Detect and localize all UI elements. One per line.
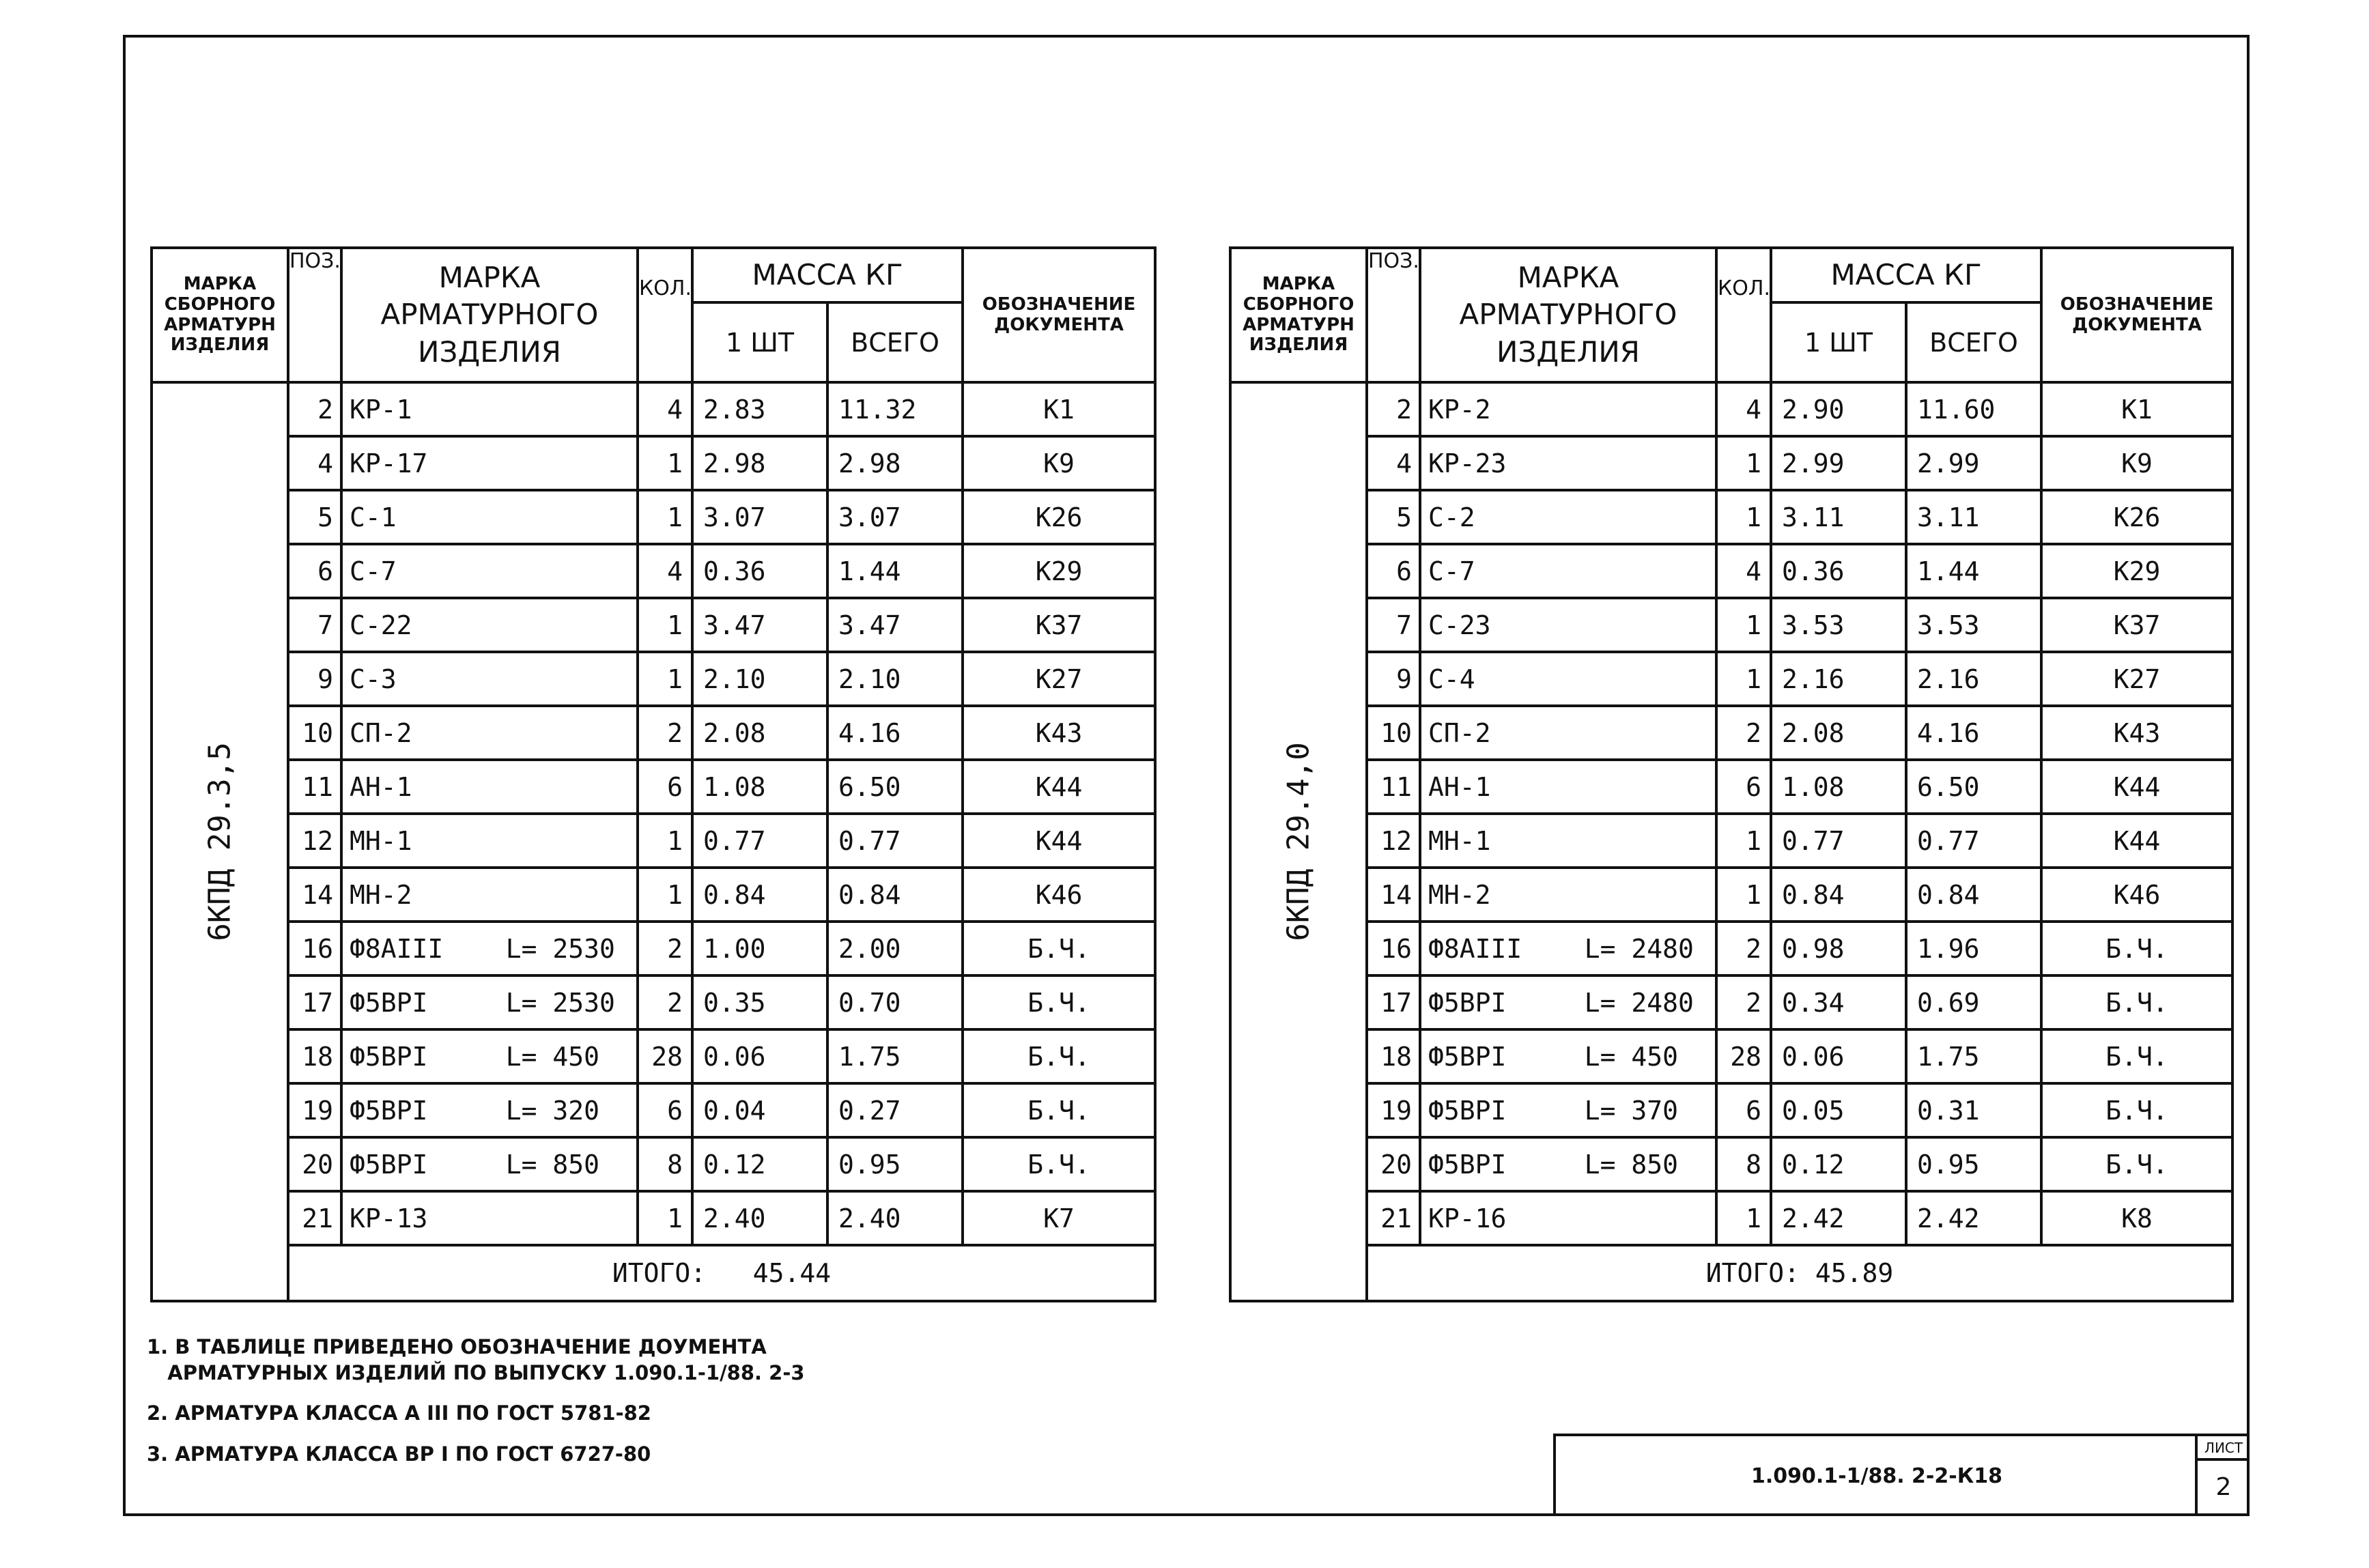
position-cell: 10 (288, 706, 341, 760)
position-cell: 7 (1367, 598, 1420, 652)
mass-total-cell: 0.84 (1906, 868, 2041, 922)
table-row (1230, 490, 2232, 544)
mass-per-piece-cell: 0.77 (692, 814, 827, 868)
mass-total-cell: 1.75 (827, 1029, 963, 1083)
document-ref-cell: К46 (963, 868, 1155, 922)
quantity-cell: 1 (1716, 598, 1771, 652)
document-ref-cell: Б.Ч. (963, 1083, 1155, 1137)
document-ref-cell: К46 (2041, 868, 2232, 922)
note-2: 2. АРМАТУРА КЛАССА А III ПО ГОСТ 5781-82 (147, 1401, 651, 1425)
table-row (152, 490, 1155, 544)
header-position: ПОЗ. (1367, 248, 1420, 382)
position-cell: 12 (288, 814, 341, 868)
table-row (152, 544, 1155, 598)
quantity-cell: 2 (1716, 706, 1771, 760)
document-ref-cell: К44 (963, 814, 1155, 868)
reinforcement-mark-cell: Ф5ВРI L= 2530 (341, 975, 638, 1029)
reinforcement-mark-cell: Ф5ВРI L= 320 (341, 1083, 638, 1137)
reinforcement-mark-cell: КР-13 (341, 1191, 638, 1245)
header-quantity: КОЛ. (1716, 248, 1771, 382)
mass-per-piece-cell: 0.84 (1771, 868, 1906, 922)
table-row (1230, 975, 2232, 1029)
mass-total-cell: 1.44 (827, 544, 963, 598)
mass-per-piece-cell: 0.06 (1771, 1029, 1906, 1083)
mass-per-piece-cell: 1.08 (1771, 760, 1906, 814)
table-row (1230, 868, 2232, 922)
table-row (152, 436, 1155, 490)
mass-per-piece-cell: 3.11 (1771, 490, 1906, 544)
reinforcement-mark-cell: МН-1 (341, 814, 638, 868)
document-ref-cell: Б.Ч. (963, 922, 1155, 975)
specification-table-left (150, 246, 1157, 1302)
document-ref-cell: К43 (963, 706, 1155, 760)
document-ref-cell: К7 (963, 1191, 1155, 1245)
mass-per-piece-cell: 3.53 (1771, 598, 1906, 652)
header-mass: МАССА КГ (692, 248, 963, 302)
position-cell: 14 (1367, 868, 1420, 922)
mass-per-piece-cell: 0.98 (1771, 922, 1906, 975)
mass-total-cell: 2.16 (1906, 652, 2041, 706)
position-cell: 20 (288, 1137, 341, 1191)
mass-total-cell: 0.77 (1906, 814, 2041, 868)
document-ref-cell: К26 (2041, 490, 2232, 544)
position-cell: 2 (288, 382, 341, 436)
position-cell: 2 (1367, 382, 1420, 436)
document-ref-cell: Б.Ч. (2041, 1029, 2232, 1083)
mass-total-cell: 1.44 (1906, 544, 2041, 598)
table-row (1230, 436, 2232, 490)
mass-per-piece-cell: 0.36 (692, 544, 827, 598)
reinforcement-mark-cell: Ф8АIII L= 2530 (341, 922, 638, 975)
document-ref-cell: К29 (963, 544, 1155, 598)
mass-per-piece-cell: 0.84 (692, 868, 827, 922)
reinforcement-mark-cell: СП-2 (1420, 706, 1716, 760)
quantity-cell: 6 (638, 1083, 692, 1137)
reinforcement-mark-cell: С-3 (341, 652, 638, 706)
document-ref-cell: К29 (2041, 544, 2232, 598)
table-row (152, 1083, 1155, 1137)
table-row (152, 706, 1155, 760)
mass-total-cell: 11.60 (1906, 382, 2041, 436)
mass-per-piece-cell: 2.08 (692, 706, 827, 760)
mass-total-cell: 0.95 (1906, 1137, 2041, 1191)
mass-total-cell: 3.47 (827, 598, 963, 652)
table-row (152, 598, 1155, 652)
mass-per-piece-cell: 1.00 (692, 922, 827, 975)
document-code: 1.090.1-1/88. 2-2-К18 (1751, 1464, 2002, 1488)
mass-per-piece-cell: 3.47 (692, 598, 827, 652)
note-3: 3. АРМАТУРА КЛАССА ВР I ПО ГОСТ 6727-80 (147, 1442, 651, 1466)
mass-total-cell: 2.10 (827, 652, 963, 706)
quantity-cell: 28 (638, 1029, 692, 1083)
quantity-cell: 6 (1716, 1083, 1771, 1137)
table-row (152, 382, 1155, 436)
reinforcement-mark-cell: Ф8АIII L= 2480 (1420, 922, 1716, 975)
mass-total-cell: 2.99 (1906, 436, 2041, 490)
reinforcement-mark-cell: Ф5ВРI L= 850 (1420, 1137, 1716, 1191)
table-row (1230, 814, 2232, 868)
reinforcement-mark-cell: КР-2 (1420, 382, 1716, 436)
position-cell: 16 (288, 922, 341, 975)
specification-table-right (1229, 246, 2234, 1302)
header-mass: МАССА КГ (1771, 248, 2041, 302)
total-mass: ИТОГО: 45.89 (1367, 1245, 2232, 1301)
mass-total-cell: 4.16 (1906, 706, 2041, 760)
total-mass: ИТОГО: 45.44 (288, 1245, 1155, 1301)
quantity-cell: 4 (1716, 544, 1771, 598)
table-row (152, 868, 1155, 922)
header-mass-per-piece: 1 ШТ (1771, 302, 1906, 382)
quantity-cell: 1 (638, 490, 692, 544)
table-row (1230, 652, 2232, 706)
mass-per-piece-cell: 0.36 (1771, 544, 1906, 598)
mass-per-piece-cell: 0.04 (692, 1083, 827, 1137)
mass-total-cell: 0.84 (827, 868, 963, 922)
position-cell: 5 (1367, 490, 1420, 544)
mass-total-cell: 0.31 (1906, 1083, 2041, 1137)
document-ref-cell: К37 (963, 598, 1155, 652)
sheet-box (2195, 1436, 2250, 1516)
mass-total-cell: 2.42 (1906, 1191, 2041, 1245)
quantity-cell: 1 (1716, 652, 1771, 706)
reinforcement-mark-cell: С-23 (1420, 598, 1716, 652)
header-position: ПОЗ. (288, 248, 341, 382)
position-cell: 7 (288, 598, 341, 652)
mass-per-piece-cell: 0.35 (692, 975, 827, 1029)
table-row (152, 760, 1155, 814)
position-cell: 16 (1367, 922, 1420, 975)
mass-per-piece-cell: 2.10 (692, 652, 827, 706)
mass-per-piece-cell: 2.08 (1771, 706, 1906, 760)
reinforcement-mark-cell: СП-2 (341, 706, 638, 760)
mass-per-piece-cell: 2.16 (1771, 652, 1906, 706)
header-assembly-brand: МАРКА СБОРНОГО АРМАТУРН ИЗДЕЛИЯ (1230, 248, 1367, 382)
quantity-cell: 1 (638, 652, 692, 706)
table-row (1230, 1029, 2232, 1083)
quantity-cell: 28 (1716, 1029, 1771, 1083)
total-row (1230, 1245, 2232, 1301)
mass-total-cell: 1.96 (1906, 922, 2041, 975)
table-row (1230, 1137, 2232, 1191)
quantity-cell: 8 (1716, 1137, 1771, 1191)
reinforcement-mark-cell: С-1 (341, 490, 638, 544)
mass-per-piece-cell: 2.99 (1771, 436, 1906, 490)
mass-total-cell: 3.53 (1906, 598, 2041, 652)
reinforcement-mark-cell: КР-16 (1420, 1191, 1716, 1245)
position-cell: 19 (288, 1083, 341, 1137)
reinforcement-mark-cell: МН-2 (341, 868, 638, 922)
position-cell: 17 (1367, 975, 1420, 1029)
position-cell: 17 (288, 975, 341, 1029)
reinforcement-mark-cell: Ф5ВРI L= 370 (1420, 1083, 1716, 1137)
reinforcement-mark-cell: С-7 (1420, 544, 1716, 598)
document-ref-cell: К44 (2041, 814, 2232, 868)
table-row (1230, 1083, 2232, 1137)
assembly-brand-cell (1230, 382, 1367, 1301)
sheet-label: ЛИСТ (2198, 1436, 2250, 1461)
quantity-cell: 1 (1716, 436, 1771, 490)
table-row (1230, 382, 2232, 436)
mass-total-cell: 0.95 (827, 1137, 963, 1191)
document-ref-cell: Б.Ч. (963, 1137, 1155, 1191)
mass-per-piece-cell: 0.34 (1771, 975, 1906, 1029)
quantity-cell: 1 (1716, 490, 1771, 544)
mass-per-piece-cell: 0.06 (692, 1029, 827, 1083)
header-reinforcement-brand: МАРКА АРМАТУРНОГО ИЗДЕЛИЯ (341, 248, 638, 382)
mass-per-piece-cell: 2.90 (1771, 382, 1906, 436)
table-row (1230, 544, 2232, 598)
quantity-cell: 2 (638, 922, 692, 975)
document-ref-cell: Б.Ч. (2041, 975, 2232, 1029)
mass-per-piece-cell: 2.83 (692, 382, 827, 436)
quantity-cell: 1 (638, 868, 692, 922)
document-ref-cell: К9 (2041, 436, 2232, 490)
mass-per-piece-cell: 3.07 (692, 490, 827, 544)
position-cell: 4 (288, 436, 341, 490)
document-ref-cell: К1 (963, 382, 1155, 436)
position-cell: 21 (288, 1191, 341, 1245)
mass-total-cell: 4.16 (827, 706, 963, 760)
quantity-cell: 2 (638, 706, 692, 760)
quantity-cell: 2 (1716, 975, 1771, 1029)
reinforcement-mark-cell: С-7 (341, 544, 638, 598)
header-mass-per-piece: 1 ШТ (692, 302, 827, 382)
quantity-cell: 6 (638, 760, 692, 814)
reinforcement-mark-cell: АН-1 (341, 760, 638, 814)
table-row (1230, 598, 2232, 652)
reinforcement-mark-cell: Ф5ВРI L= 2480 (1420, 975, 1716, 1029)
position-cell: 19 (1367, 1083, 1420, 1137)
assembly-brand-cell (152, 382, 288, 1301)
position-cell: 9 (1367, 652, 1420, 706)
document-ref-cell: К1 (2041, 382, 2232, 436)
table-row (152, 1137, 1155, 1191)
position-cell: 4 (1367, 436, 1420, 490)
position-cell: 10 (1367, 706, 1420, 760)
reinforcement-mark-cell: С-2 (1420, 490, 1716, 544)
quantity-cell: 4 (1716, 382, 1771, 436)
table-row (1230, 922, 2232, 975)
notes-block (147, 1335, 805, 1483)
reinforcement-mark-cell: С-4 (1420, 652, 1716, 706)
mass-per-piece-cell: 1.08 (692, 760, 827, 814)
mass-total-cell: 0.27 (827, 1083, 963, 1137)
quantity-cell: 1 (638, 1191, 692, 1245)
quantity-cell: 2 (638, 975, 692, 1029)
mass-total-cell: 0.70 (827, 975, 963, 1029)
document-ref-cell: К27 (963, 652, 1155, 706)
mass-per-piece-cell: 0.77 (1771, 814, 1906, 868)
table-row (1230, 1191, 2232, 1245)
header-document: ОБОЗНАЧЕНИЕ ДОКУМЕНТА (963, 248, 1155, 382)
quantity-cell: 1 (638, 598, 692, 652)
position-cell: 20 (1367, 1137, 1420, 1191)
table-row (152, 1029, 1155, 1083)
table-row (152, 652, 1155, 706)
table-row (152, 975, 1155, 1029)
position-cell: 18 (288, 1029, 341, 1083)
mass-total-cell: 2.40 (827, 1191, 963, 1245)
quantity-cell: 1 (1716, 868, 1771, 922)
mass-total-cell: 0.77 (827, 814, 963, 868)
document-ref-cell: Б.Ч. (2041, 922, 2232, 975)
reinforcement-mark-cell: Ф5ВРI L= 850 (341, 1137, 638, 1191)
header-mass-total: ВСЕГО (827, 302, 963, 382)
document-ref-cell: К44 (2041, 760, 2232, 814)
mass-per-piece-cell: 2.98 (692, 436, 827, 490)
quantity-cell: 1 (638, 436, 692, 490)
mass-total-cell: 6.50 (1906, 760, 2041, 814)
mass-total-cell: 3.07 (827, 490, 963, 544)
reinforcement-mark-cell: Ф5ВРI L= 450 (1420, 1029, 1716, 1083)
document-ref-cell: К43 (2041, 706, 2232, 760)
mass-total-cell: 3.11 (1906, 490, 2041, 544)
mass-per-piece-cell: 0.05 (1771, 1083, 1906, 1137)
header-quantity: КОЛ. (638, 248, 692, 382)
mass-total-cell: 2.98 (827, 436, 963, 490)
table-row (152, 814, 1155, 868)
table-row (152, 922, 1155, 975)
table-row (152, 1191, 1155, 1245)
title-stamp (1553, 1434, 2250, 1516)
quantity-cell: 8 (638, 1137, 692, 1191)
reinforcement-mark-cell: МН-2 (1420, 868, 1716, 922)
position-cell: 11 (1367, 760, 1420, 814)
mass-per-piece-cell: 2.42 (1771, 1191, 1906, 1245)
quantity-cell: 6 (1716, 760, 1771, 814)
document-ref-cell: Б.Ч. (963, 975, 1155, 1029)
sheet-number: 2 (2215, 1473, 2232, 1501)
quantity-cell: 4 (638, 544, 692, 598)
mass-per-piece-cell: 2.40 (692, 1191, 827, 1245)
mass-total-cell: 11.32 (827, 382, 963, 436)
document-ref-cell: Б.Ч. (2041, 1137, 2232, 1191)
document-ref-cell: К44 (963, 760, 1155, 814)
position-cell: 11 (288, 760, 341, 814)
position-cell: 6 (1367, 544, 1420, 598)
assembly-brand-label: 6КПД 29.4,0 (1281, 742, 1316, 941)
document-ref-cell: К37 (2041, 598, 2232, 652)
reinforcement-mark-cell: С-22 (341, 598, 638, 652)
header-mass-total: ВСЕГО (1906, 302, 2041, 382)
mass-total-cell: 1.75 (1906, 1029, 2041, 1083)
reinforcement-mark-cell: АН-1 (1420, 760, 1716, 814)
header-reinforcement-brand: МАРКА АРМАТУРНОГО ИЗДЕЛИЯ (1420, 248, 1716, 382)
quantity-cell: 1 (1716, 814, 1771, 868)
position-cell: 6 (288, 544, 341, 598)
position-cell: 14 (288, 868, 341, 922)
total-row (152, 1245, 1155, 1301)
quantity-cell: 4 (638, 382, 692, 436)
quantity-cell: 2 (1716, 922, 1771, 975)
reinforcement-mark-cell: КР-17 (341, 436, 638, 490)
document-ref-cell: К8 (2041, 1191, 2232, 1245)
document-ref-cell: Б.Ч. (2041, 1083, 2232, 1137)
document-ref-cell: Б.Ч. (963, 1029, 1155, 1083)
header-document: ОБОЗНАЧЕНИЕ ДОКУМЕНТА (2041, 248, 2232, 382)
position-cell: 5 (288, 490, 341, 544)
quantity-cell: 1 (638, 814, 692, 868)
mass-total-cell: 2.00 (827, 922, 963, 975)
mass-per-piece-cell: 0.12 (692, 1137, 827, 1191)
reinforcement-mark-cell: МН-1 (1420, 814, 1716, 868)
reinforcement-mark-cell: Ф5ВРI L= 450 (341, 1029, 638, 1083)
header-assembly-brand: МАРКА СБОРНОГО АРМАТУРН ИЗДЕЛИЯ (152, 248, 288, 382)
table-row (1230, 706, 2232, 760)
note-1: 1. В ТАБЛИЦЕ ПРИВЕДЕНО ОБОЗНАЧЕНИЕ ДОУМЕНТА АРМАТУРНЫХ ИЗДЕЛИЙ ПО ВЫПУСКУ 1.090.1-1/88. 2-3 (147, 1335, 805, 1384)
position-cell: 12 (1367, 814, 1420, 868)
position-cell: 18 (1367, 1029, 1420, 1083)
reinforcement-mark-cell: КР-1 (341, 382, 638, 436)
document-ref-cell: К27 (2041, 652, 2232, 706)
assembly-brand-label: 6КПД 29.3,5 (202, 742, 238, 941)
mass-total-cell: 6.50 (827, 760, 963, 814)
reinforcement-mark-cell: КР-23 (1420, 436, 1716, 490)
table-row (1230, 760, 2232, 814)
quantity-cell: 1 (1716, 1191, 1771, 1245)
mass-total-cell: 0.69 (1906, 975, 2041, 1029)
mass-per-piece-cell: 0.12 (1771, 1137, 1906, 1191)
document-ref-cell: К9 (963, 436, 1155, 490)
position-cell: 21 (1367, 1191, 1420, 1245)
document-ref-cell: К26 (963, 490, 1155, 544)
position-cell: 9 (288, 652, 341, 706)
